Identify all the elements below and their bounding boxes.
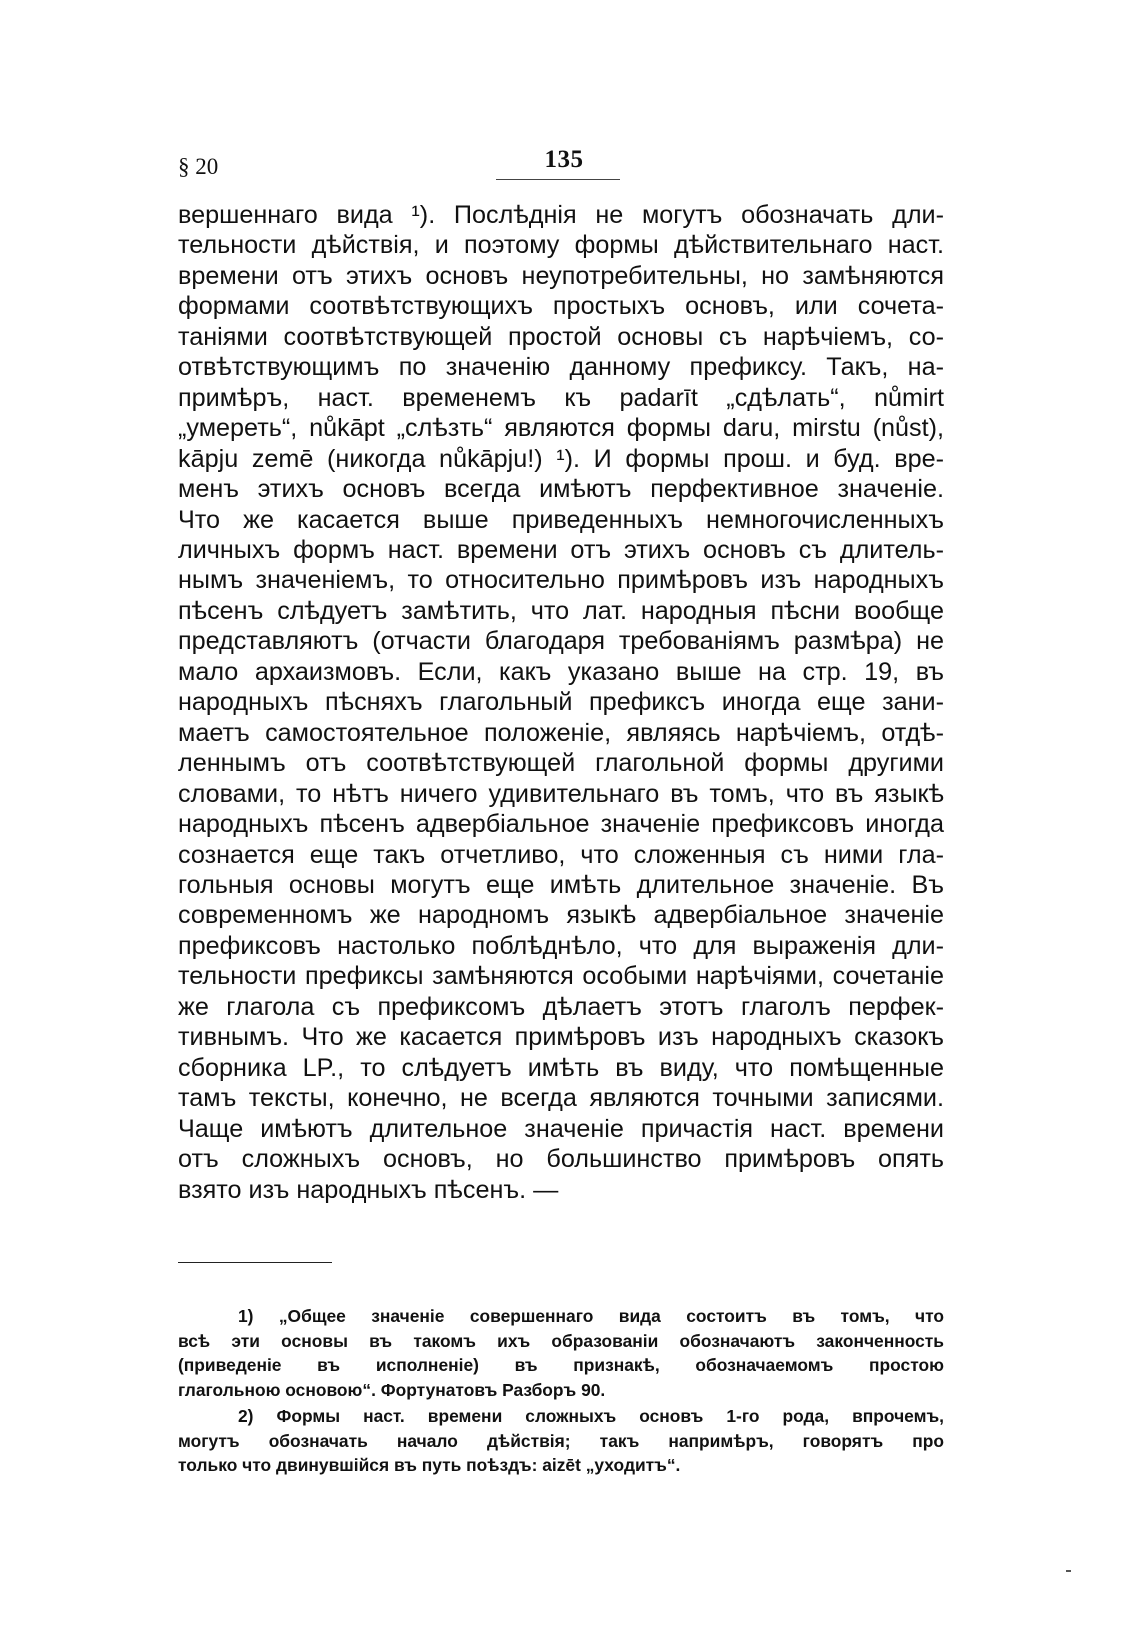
print-speck bbox=[1066, 1570, 1071, 1572]
text-line: личныхъ формъ наст. времени отъ этихъ основъ съ длитель- bbox=[178, 535, 944, 564]
text-line: нымъ значеніемъ, то относительно примѣровъ изъ народныхъ bbox=[178, 566, 944, 595]
text-line: таніями соотвѣтствующей простой основы съ нарѣчіемъ, со- bbox=[178, 322, 944, 351]
text-line: пѣсенъ слѣдуетъ замѣтить, что лат. народныя пѣсни вообще bbox=[178, 596, 944, 625]
text-line: тельности дѣйствія, и поэтому формы дѣйствительнаго наст. bbox=[178, 231, 944, 260]
text-line: примѣръ, наст. временемъ къ padarīt „сдѣлать“, nůmirt bbox=[178, 383, 944, 412]
footnote-line: только что двинувшійся въ путь поѣздъ: aizēt „уходитъ“. bbox=[178, 1455, 681, 1475]
text-line: гольныя основы могутъ еще имѣть длительное значеніе. Въ bbox=[178, 870, 944, 899]
footnote-line: 1) „Общее значеніе совершеннаго вида состоитъ въ томъ, что bbox=[238, 1306, 944, 1326]
text-line: сборника LP., то слѣдуетъ имѣть въ виду, что помѣщенные bbox=[178, 1053, 944, 1082]
text-line: Чаще имѣютъ длительное значеніе причастія наст. времени bbox=[178, 1114, 944, 1143]
text-line: kāpju zemē (никогда nůkāpju!) ¹). И формы прош. и буд. вре- bbox=[178, 444, 944, 473]
text-line: Что же касается выше приведенныхъ немногочисленныхъ bbox=[178, 505, 944, 534]
footnote-rule bbox=[178, 1262, 332, 1263]
footnote-1 bbox=[178, 1304, 944, 1402]
text-line: отъ сложныхъ основъ, но большинство примѣровъ опять bbox=[178, 1145, 944, 1174]
footnote-line: всѣ эти основы въ такомъ ихъ образованіи обозначаютъ законченность bbox=[178, 1330, 944, 1351]
text-line: словами, то нѣтъ ничего удивительнаго въ томъ, что въ языкѣ bbox=[178, 779, 944, 808]
text-line: префиксовъ настолько поблѣднѣло, что для выраженія дли- bbox=[178, 931, 944, 960]
text-line: взято изъ народныхъ пѣсенъ. — bbox=[178, 1175, 559, 1204]
footnote-line: 2) Формы наст. времени сложныхъ основъ 1-го рода, впрочемъ, bbox=[238, 1406, 944, 1426]
text-line: „умереть“, nůkāpt „слѣзть“ являются формы daru, mirstu (nůst), bbox=[178, 414, 944, 443]
body-text bbox=[178, 200, 944, 1205]
section-mark: § 20 bbox=[178, 154, 219, 179]
footnote-line: глагольною основою“. Фортунатовъ Разборъ 90. bbox=[178, 1379, 606, 1400]
footnote-2 bbox=[178, 1404, 944, 1478]
text-line: современномъ же народномъ языкѣ адвербіальное значеніе bbox=[178, 901, 944, 930]
text-line: же глагола съ префиксомъ дѣлаетъ этотъ глаголъ перфек- bbox=[178, 992, 944, 1021]
running-head bbox=[178, 146, 946, 186]
footnote-line: могутъ обозначать начало дѣйствія; такъ напримѣръ, говорятъ про bbox=[178, 1430, 944, 1451]
text-line: тивнымъ. Что же касается примѣровъ изъ народныхъ сказокъ bbox=[178, 1023, 944, 1052]
text-line: леннымъ отъ соотвѣтствующей глагольной формы другими bbox=[178, 749, 944, 778]
text-line: маетъ самостоятельное положеніе, являясь нарѣчіемъ, отдѣ- bbox=[178, 718, 944, 747]
page-number: 135 bbox=[544, 146, 584, 173]
text-line: мало архаизмовъ. Если, какъ указано выше на стр. 19, въ bbox=[178, 657, 944, 686]
text-line: представляютъ (отчасти благодаря требованіямъ размѣра) не bbox=[178, 627, 944, 656]
footnotes bbox=[178, 1304, 944, 1478]
text-line: народныхъ пѣсенъ адвербіальное значеніе префиксовъ иногда bbox=[178, 810, 944, 839]
text-line: формами соотвѣтствующихъ простыхъ основъ, или сочета- bbox=[178, 292, 944, 321]
text-line: тамъ тексты, конечно, не всегда являются точными записями. bbox=[178, 1084, 944, 1113]
footnote-line: (приведеніе въ исполненіе) въ признакѣ, обозначаемомъ простою bbox=[178, 1355, 944, 1375]
text-line: сознается еще такъ отчетливо, что сложенныя съ ними гла- bbox=[178, 840, 944, 869]
text-line: менъ этихъ основъ всегда имѣютъ перфективное значеніе. bbox=[178, 475, 944, 504]
text-line: отвѣтствующимъ по значенію данному префиксу. Такъ, на- bbox=[178, 353, 944, 382]
text-line: времени отъ этихъ основъ неупотребительны, но замѣняются bbox=[178, 261, 944, 290]
text-line: народныхъ пѣсняхъ глагольный префиксъ иногда еще зани- bbox=[178, 688, 944, 717]
page-number-rule bbox=[496, 179, 620, 180]
text-line: вершеннаго вида ¹). Послѣднія не могутъ обозначать дли- bbox=[178, 201, 944, 229]
text-line: тельности префиксы замѣняются особыми нарѣчіями, сочетаніе bbox=[178, 962, 944, 991]
